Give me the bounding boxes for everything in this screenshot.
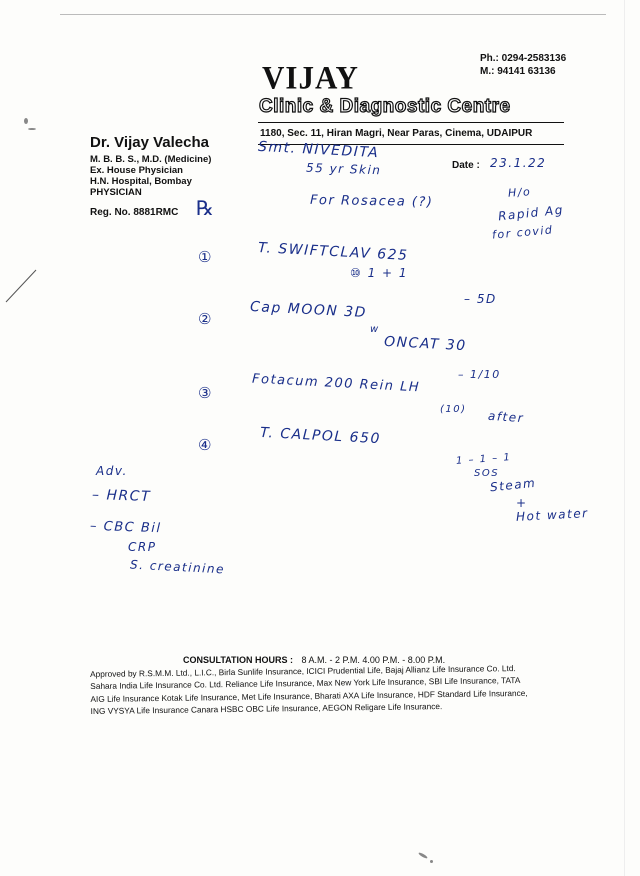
page-right-edge [624, 0, 625, 876]
history-note: Rapid Ag [497, 202, 565, 224]
advice-note: Steam [489, 475, 537, 495]
page-top-edge [60, 14, 606, 15]
history-note: H/o [507, 185, 532, 200]
drug-name: T. SWIFTCLAV 625 [257, 240, 409, 264]
patient-name: Smt. NIVEDITA [257, 138, 380, 162]
instruction: SOS [474, 468, 500, 479]
dosage: 1 – 1 – 1 [455, 452, 512, 467]
investigation-item: CRP [128, 540, 157, 554]
dosage: ⑩ 1 + 1 [350, 266, 409, 280]
hours-value: 8 A.M. - 2 P.M. 4.00 P.M. - 8.00 P.M. [301, 655, 446, 665]
doctor-name: Dr. Vijay Valecha [90, 134, 209, 151]
scan-speck [28, 128, 36, 130]
advice-note: Hot water [515, 506, 589, 524]
drug-name: ONCAT 30 [383, 333, 468, 355]
instruction: after [487, 408, 525, 426]
date-value: 23.1.22 [490, 156, 547, 170]
diagnosis-note: For Rosacea (?) [309, 192, 434, 211]
doctor-hospital: H.N. Hospital, Bombay [90, 176, 192, 187]
investigation-item: – HRCT [91, 486, 152, 506]
scan-scratch [4, 266, 38, 306]
doctor-experience: Ex. House Physician [90, 165, 183, 176]
drug-name: Fotacum 200 Rein LH [251, 371, 421, 396]
item-number: ① [198, 248, 213, 266]
item-number: ③ [198, 384, 213, 402]
drug-name: Cap MOON 3D [249, 298, 368, 322]
mobile-line: M.: 94141 63136 [480, 66, 556, 77]
insurance-approvals: Approved by R.S.M.M. Ltd., L.I.C., Birla Sunlife Insurance, ICICI Prudential Life, Bajaj Allianz Life Insurance Co. Ltd. Sahara India Life Insurance Co. Ltd. Reliance Life Insurance, Max New York Life Insurance, SBI Life Insurance, TATA AIG Life Insurance Kotak Life Insurance, Met Life Insurance, Bharati AXA Life Insurance, HDF Standard Life Insurance, ING VYSYA Life Insurance Canara HSBC OBC Life Insurance, AEGON Religare Life Insurance. [90, 663, 528, 717]
doctor-title: PHYSICIAN [90, 187, 142, 198]
patient-age: 55 yr Skin [305, 160, 382, 178]
investigation-heading: Adv. [96, 464, 128, 478]
scan-speck [418, 852, 428, 860]
duration: – 1/10 [458, 368, 501, 381]
phone-line: Ph.: 0294-2583136 [480, 53, 567, 64]
investigation-item: S. creatinine [129, 557, 226, 577]
advice-note: + [516, 496, 528, 510]
dosage: (10) [440, 404, 467, 415]
history-note: for covid [491, 223, 554, 242]
registration-number: Reg. No. 8881RMC [90, 207, 179, 218]
dosage: w [370, 324, 380, 335]
divider [258, 122, 564, 123]
item-number: ② [198, 310, 213, 328]
investigation-item: – CBC Bil [89, 518, 162, 537]
scan-speck [24, 118, 28, 124]
doctor-qualifications: M. B. B. S., M.D. (Medicine) [90, 154, 212, 165]
clinic-name: VIJAY [262, 58, 359, 97]
clinic-phone [480, 52, 566, 78]
scan-speck [430, 860, 433, 863]
item-number: ④ [198, 436, 213, 454]
clinic-subtitle: Clinic & Diagnostic Centre [259, 96, 511, 117]
clinic-address: 1180, Sec. 11, Hiran Magri, Near Paras, Cinema, UDAIPUR [260, 128, 533, 139]
rx-symbol: ℞ [196, 196, 216, 220]
hours-label: CONSULTATION HOURS : [183, 655, 293, 665]
duration: – 5D [464, 292, 497, 306]
drug-name: T. CALPOL 650 [259, 424, 382, 448]
date-label: Date : [452, 160, 480, 171]
